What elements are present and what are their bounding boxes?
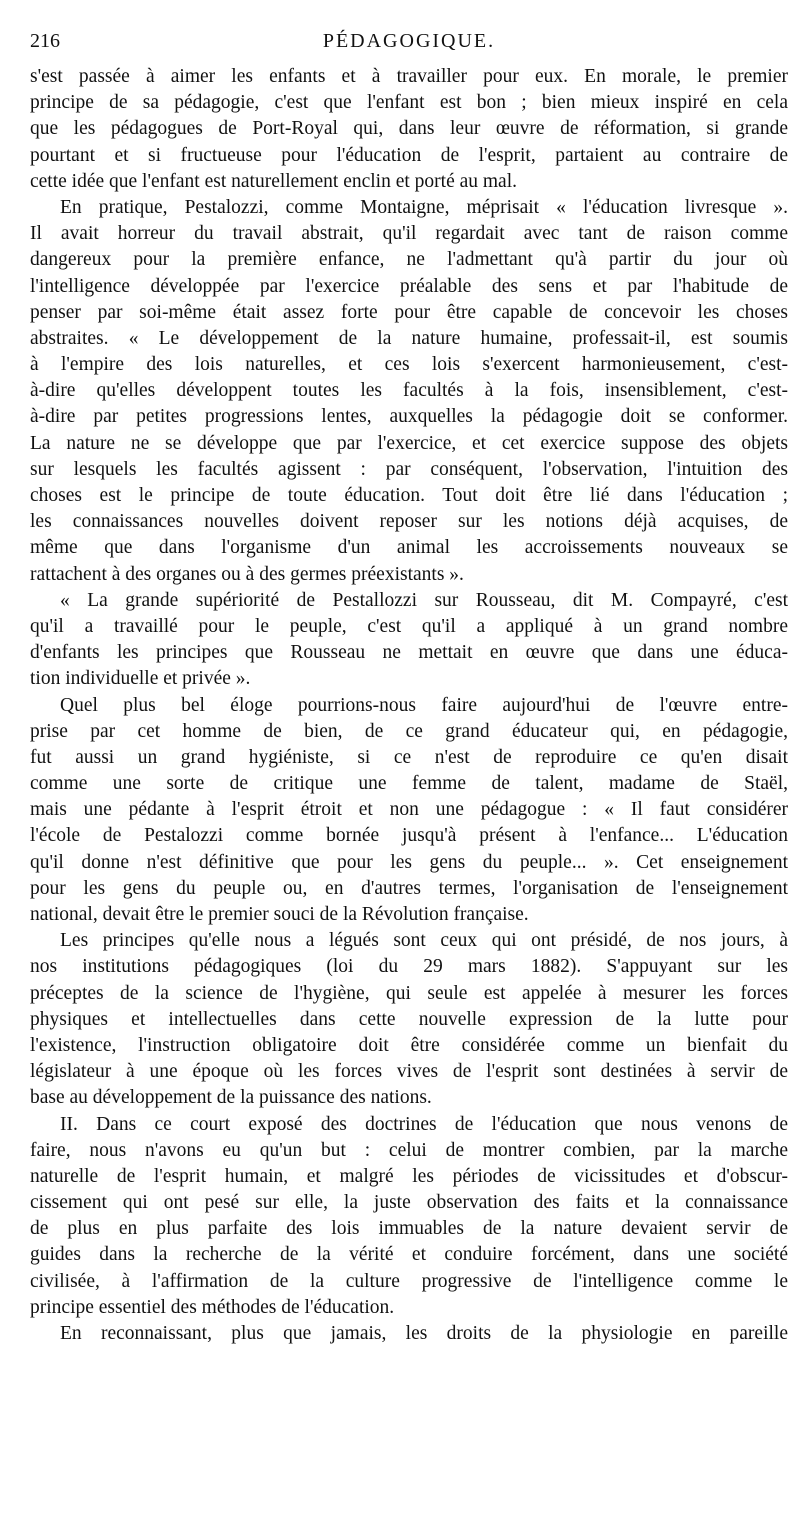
text-line: à-dire qu'elles développent toutes les facultés à la fois, insensiblement, c'est- xyxy=(30,380,788,402)
text-line: qu'il a travaillé pour le peuple, c'est qu'il a appliqué à un grand nombre xyxy=(30,615,788,637)
text-line: comme une sorte de critique une femme de talent, madame de Staël, xyxy=(30,773,788,795)
text-line: l'école de Pestalozzi comme bornée jusqu'à présent à l'enfance... L'éducation xyxy=(30,825,788,847)
text-line: principe essentiel des méthodes de l'éducation. xyxy=(30,1296,395,1318)
text-line: d'enfants les principes que Rousseau ne mettait en œuvre que dans une éduca- xyxy=(30,642,788,664)
text-line: « La grande supériorité de Pestallozzi sur Rousseau, dit M. Compayré, c'est xyxy=(60,589,788,611)
book-page xyxy=(30,30,788,1347)
page-number: 216 xyxy=(30,30,60,52)
text-line: En pratique, Pestalozzi, comme Montaigne, méprisait « l'éducation livresque ». xyxy=(60,196,788,218)
text-line: préceptes de la science de l'hygiène, qui seule est appelée à mesurer les forces xyxy=(30,982,788,1004)
text-line: s'est passée à aimer les enfants et à travailler pour eux. En morale, le premier xyxy=(30,66,788,87)
text-line: pour les gens du peuple ou, en d'autres termes, l'organisation de l'enseignement xyxy=(30,877,788,899)
text-line: à l'empire des lois naturelles, et ces lois s'exercent harmonieusement, c'est- xyxy=(30,354,788,376)
running-head: PÉDAGOGIQUE. xyxy=(322,30,496,52)
text-line: l'existence, l'instruction obligatoire doit être considérée comme un bienfait du xyxy=(30,1034,788,1056)
text-line: naturelle de l'esprit humain, et malgré les périodes de vicissitudes et d'obscur- xyxy=(30,1165,788,1187)
text-line: base au développement de la puissance des nations. xyxy=(30,1087,432,1109)
text-line: cissement qui ont pesé sur elle, la juste observation des faits et la connaissance xyxy=(30,1192,788,1214)
text-line: de plus en plus parfaite des lois immuables de la nature devaient servir de xyxy=(30,1218,788,1240)
text-line: Il avait horreur du travail abstrait, qu'il regardait avec tant de raison comme xyxy=(30,223,788,245)
body-text xyxy=(30,64,788,1347)
text-line: dangereux pour la première enfance, ne l'admettant qu'à partir du jour où xyxy=(30,249,788,271)
text-line: pourtant et si fructueuse pour l'éducation de l'esprit, partaient au contraire de xyxy=(30,144,788,166)
text-line: à-dire par petites progressions lentes, auxquelles la pédagogie doit se conformer. xyxy=(30,406,788,428)
text-line: Les principes qu'elle nous a légués sont ceux qui ont présidé, de nos jours, à xyxy=(60,930,788,952)
text-line: tion individuelle et privée ». xyxy=(30,668,251,690)
text-line: La nature ne se développe que par l'exercice, et cet exercice suppose des objets xyxy=(30,432,788,454)
text-line: rattachent à des organes ou à des germes préexistants ». xyxy=(30,563,464,585)
text-line: l'intelligence développée par l'exercice préalable des sens et par l'habitude de xyxy=(30,275,788,297)
text-line: législateur à une époque où les forces vives de l'esprit sont destinées à servir de xyxy=(30,1061,788,1083)
text-line: même que dans l'organisme d'un animal les accroissements nouveaux se xyxy=(30,537,788,559)
text-line: En reconnaissant, plus que jamais, les droits de la physiologie en pareille xyxy=(60,1323,788,1344)
text-line: mais une pédante à l'esprit étroit et non une pédagogue : « Il faut considérer xyxy=(30,799,788,821)
text-line: cette idée que l'enfant est naturellement enclin et porté au mal. xyxy=(30,170,518,192)
text-line: national, devait être le premier souci de la Révolution française. xyxy=(30,904,529,925)
text-line: choses est le principe de toute éducation. Tout doit être lié dans l'éducation ; xyxy=(30,485,788,506)
text-line: qu'il donne n'est définitive que pour les gens du peuple... ». Cet enseignement xyxy=(30,851,788,873)
text-line: II. Dans ce court exposé des doctrines de l'éducation que nous venons de xyxy=(60,1113,788,1135)
text-line: abstraites. « Le développement de la nature humaine, professait-il, est soumis xyxy=(30,327,788,349)
text-line: fut aussi un grand hygiéniste, si ce n'est de reproduire ce qu'en disait xyxy=(30,746,788,768)
text-line: penser par soi-même était assez forte pour être capable de concevoir les choses xyxy=(30,301,788,323)
text-line: faire, nous n'avons eu qu'un but : celui de montrer combien, par la marche xyxy=(30,1139,788,1161)
text-line: physiques et intellectuelles dans cette nouvelle expression de la lutte pour xyxy=(30,1008,788,1030)
text-line: que les pédagogues de Port-Royal qui, dans leur œuvre de réformation, si grande xyxy=(30,118,788,140)
text-line: principe de sa pédagogie, c'est que l'enfant est bon ; bien mieux inspiré en cela xyxy=(30,92,788,114)
text-line: les connaissances nouvelles doivent reposer sur les notions déjà acquises, de xyxy=(30,511,788,533)
page-header xyxy=(30,30,788,60)
text-line: guides dans la recherche de la vérité et conduire forcément, dans une société xyxy=(30,1244,788,1266)
text-line: civilisée, à l'affirmation de la culture progressive de l'intelligence comme le xyxy=(30,1270,788,1292)
text-line: nos institutions pédagogiques (loi du 29 mars 1882). S'appuyant sur les xyxy=(30,956,788,978)
text-line: prise par cet homme de bien, de ce grand éducateur qui, en pédagogie, xyxy=(30,720,788,742)
text-line: sur lesquels les facultés agissent : par conséquent, l'observation, l'intuition des xyxy=(30,458,788,480)
text-line: Quel plus bel éloge pourrions-nous faire aujourd'hui de l'œuvre entre- xyxy=(60,694,788,716)
